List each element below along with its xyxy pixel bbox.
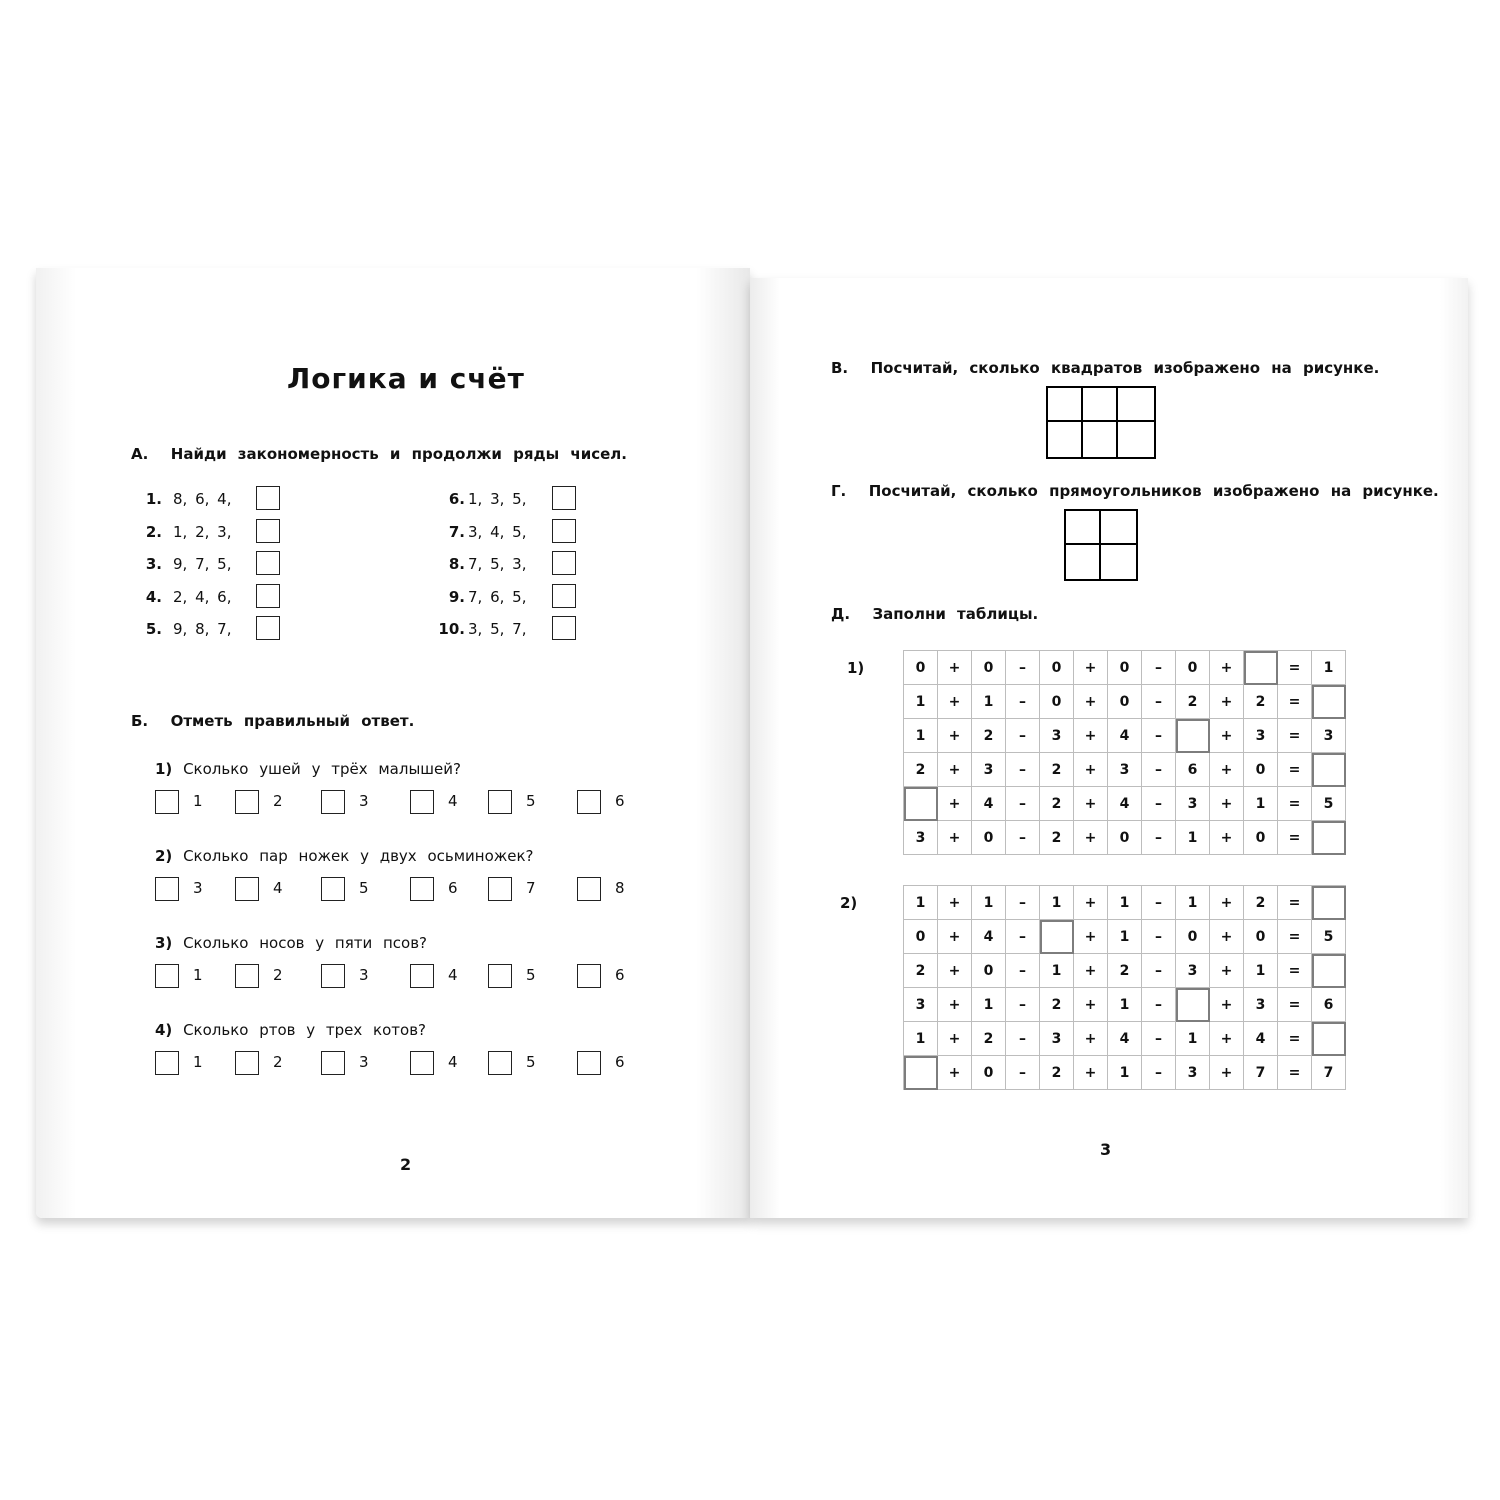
sequence-row-number: 10.	[438, 620, 465, 638]
table-cell: +	[1074, 954, 1108, 988]
table-cell: 1	[904, 719, 938, 753]
table-cell: +	[1074, 1022, 1108, 1056]
section-v-heading	[831, 359, 1379, 377]
table-cell: –	[1006, 787, 1040, 821]
table-cell: 0	[972, 821, 1006, 855]
blank-answer-cell[interactable]	[1312, 753, 1346, 787]
table-cell: 3	[904, 821, 938, 855]
sequence-row-values: 9, 7, 5,	[173, 555, 232, 573]
table-cell: 1	[904, 685, 938, 719]
table-cell: 3	[1312, 719, 1346, 753]
table-cell: =	[1278, 685, 1312, 719]
answer-checkbox[interactable]	[235, 1051, 259, 1075]
answer-option-label: 6	[615, 1053, 625, 1071]
sequence-answer-box[interactable]	[256, 616, 280, 640]
table-cell: 1	[904, 1022, 938, 1056]
answer-checkbox[interactable]	[410, 1051, 434, 1075]
table-cell: 3	[1176, 787, 1210, 821]
answer-option-label: 4	[448, 966, 458, 984]
answer-option-label: 2	[273, 792, 283, 810]
table-cell: =	[1278, 920, 1312, 954]
answer-checkbox[interactable]	[235, 964, 259, 988]
answer-option-label: 1	[193, 792, 203, 810]
table-cell: 2	[1040, 821, 1074, 855]
table-cell: 3	[1244, 719, 1278, 753]
table-row	[904, 954, 1346, 988]
table-row	[904, 651, 1346, 685]
question-4	[155, 1021, 426, 1039]
sequence-answer-box[interactable]	[552, 551, 576, 575]
answer-option-label: 1	[193, 966, 203, 984]
sequence-answer-box[interactable]	[256, 551, 280, 575]
table-cell: 1	[1108, 988, 1142, 1022]
answer-checkbox[interactable]	[577, 1051, 601, 1075]
table-cell: 0	[1244, 821, 1278, 855]
answer-option-label: 5	[526, 1053, 536, 1071]
table-cell: =	[1278, 753, 1312, 787]
equation-table-2	[903, 885, 1346, 1090]
table-cell: 3	[1040, 1022, 1074, 1056]
table-cell: –	[1142, 753, 1176, 787]
table-cell: 3	[1040, 719, 1074, 753]
table-cell: =	[1278, 719, 1312, 753]
answer-checkbox[interactable]	[321, 964, 345, 988]
table-cell: 6	[1312, 988, 1346, 1022]
table-cell: +	[1210, 886, 1244, 920]
table-cell: 1	[1244, 787, 1278, 821]
table-cell: 1	[972, 988, 1006, 1022]
table-cell: 2	[904, 753, 938, 787]
answer-checkbox[interactable]	[155, 1051, 179, 1075]
table-cell: 2	[972, 719, 1006, 753]
sequence-row-number: 1.	[145, 490, 162, 508]
rectangles-figure-frame	[1064, 509, 1138, 581]
table-cell: +	[938, 988, 972, 1022]
table-cell: 1	[1108, 920, 1142, 954]
question-1	[155, 760, 461, 778]
table-cell: 4	[1108, 1022, 1142, 1056]
sequence-row-number: 9.	[448, 587, 465, 606]
table-cell: 4	[972, 787, 1006, 821]
answer-checkbox[interactable]	[235, 877, 259, 901]
table-cell: 3	[1176, 1056, 1210, 1090]
table-cell: –	[1142, 719, 1176, 753]
table-row	[904, 787, 1346, 821]
blank-answer-cell[interactable]	[1312, 954, 1346, 988]
table-cell: 7	[1312, 1056, 1346, 1090]
table-cell: +	[938, 821, 972, 855]
table-cell: 0	[904, 920, 938, 954]
sequence-answer-box[interactable]	[256, 486, 280, 510]
table-cell: 1	[972, 685, 1006, 719]
table-cell: 7	[1244, 1056, 1278, 1090]
page-number-left: 2	[400, 1155, 412, 1174]
table-cell: =	[1278, 954, 1312, 988]
answer-checkbox[interactable]	[155, 790, 179, 814]
table-cell: 1	[1176, 1022, 1210, 1056]
table-cell: 5	[1312, 920, 1346, 954]
table-cell: 4	[1244, 1022, 1278, 1056]
table-cell: 1	[904, 886, 938, 920]
sequence-row-number: 7.	[448, 522, 465, 541]
blank-answer-cell[interactable]	[904, 1056, 938, 1090]
table-cell: +	[1074, 988, 1108, 1022]
table-cell: –	[1142, 787, 1176, 821]
table-cell: –	[1006, 1022, 1040, 1056]
table-1-number: 1)	[847, 659, 865, 677]
table-cell: +	[1074, 685, 1108, 719]
section-g-heading	[831, 482, 1439, 500]
table-cell: –	[1142, 685, 1176, 719]
table-row	[904, 988, 1346, 1022]
table-cell: 4	[1108, 719, 1142, 753]
answer-checkbox[interactable]	[410, 790, 434, 814]
table-cell: +	[1210, 1022, 1244, 1056]
section-b-text: Отметь правильный ответ.	[170, 712, 415, 730]
table-row	[904, 685, 1346, 719]
blank-answer-cell[interactable]	[1312, 821, 1346, 855]
table-cell: –	[1006, 651, 1040, 685]
table-cell: 0	[1108, 651, 1142, 685]
answer-checkbox[interactable]	[577, 790, 601, 814]
table-cell: 0	[1244, 753, 1278, 787]
sequence-row-values: 9, 8, 7,	[173, 620, 232, 638]
table-cell: +	[1210, 719, 1244, 753]
sequence-row-number: 3.	[145, 555, 162, 573]
blank-answer-cell[interactable]	[1312, 886, 1346, 920]
question-3	[155, 934, 427, 952]
table-cell: +	[938, 787, 972, 821]
table-cell: 2	[1176, 685, 1210, 719]
section-a-heading	[131, 445, 627, 463]
table-cell: 3	[1244, 988, 1278, 1022]
table-cell: =	[1278, 821, 1312, 855]
squares-figure-frame	[1046, 386, 1156, 459]
answer-option-label: 3	[359, 792, 369, 810]
table-cell: 2	[1244, 886, 1278, 920]
question-number: 3)	[155, 934, 173, 952]
blank-answer-cell[interactable]	[1244, 651, 1278, 685]
table-cell: 2	[1244, 685, 1278, 719]
table-cell: +	[938, 719, 972, 753]
table-cell: 5	[1312, 787, 1346, 821]
answer-checkbox[interactable]	[235, 790, 259, 814]
answer-option-label: 6	[448, 879, 458, 897]
equation-table-1	[903, 650, 1346, 855]
sequence-row-values: 1, 2, 3,	[173, 522, 232, 541]
table-cell: +	[1074, 1056, 1108, 1090]
blank-answer-cell[interactable]	[1312, 1022, 1346, 1056]
table-cell: –	[1142, 988, 1176, 1022]
table-cell: =	[1278, 886, 1312, 920]
table-cell: +	[1074, 821, 1108, 855]
table-cell: –	[1142, 651, 1176, 685]
table-cell: –	[1006, 685, 1040, 719]
table-cell: 1	[1312, 651, 1346, 685]
section-b-heading	[131, 712, 414, 730]
answer-option-label: 6	[615, 966, 625, 984]
table-cell: 1	[1108, 1056, 1142, 1090]
table-row	[904, 753, 1346, 787]
answer-checkbox[interactable]	[488, 790, 512, 814]
section-a-label: А.	[131, 445, 149, 463]
sequence-answer-box[interactable]	[552, 486, 576, 510]
table-cell: +	[1074, 753, 1108, 787]
blank-answer-cell[interactable]	[1040, 920, 1074, 954]
answer-option-label: 2	[273, 1053, 283, 1071]
sequence-row-values: 3, 4, 5,	[468, 522, 527, 541]
table-cell: +	[1074, 920, 1108, 954]
table-cell: +	[1210, 787, 1244, 821]
table-cell: –	[1006, 886, 1040, 920]
table-cell: 1	[972, 886, 1006, 920]
table-row	[904, 821, 1346, 855]
table-cell: –	[1006, 719, 1040, 753]
sequence-row-number: 2.	[145, 522, 162, 541]
rectangles-figure-line	[1064, 543, 1136, 545]
blank-answer-cell[interactable]	[904, 787, 938, 821]
section-g-text: Посчитай, сколько прямоугольников изображено на рисунке.	[868, 482, 1439, 500]
question-number: 2)	[155, 847, 173, 865]
answer-option-label: 2	[273, 966, 283, 984]
table-cell: +	[1210, 920, 1244, 954]
sequence-answer-box[interactable]	[552, 616, 576, 640]
sequence-row-number: 6.	[448, 490, 465, 508]
table-cell: 0	[1244, 920, 1278, 954]
table-cell: 2	[972, 1022, 1006, 1056]
sequence-answer-box[interactable]	[552, 584, 576, 608]
table-cell: 0	[1040, 651, 1074, 685]
table-cell: –	[1142, 1022, 1176, 1056]
table-cell: 0	[1176, 651, 1210, 685]
table-cell: 2	[1040, 1056, 1074, 1090]
answer-option-label: 4	[448, 792, 458, 810]
section-d-heading	[831, 605, 1038, 623]
table-cell: –	[1142, 886, 1176, 920]
answer-option-label: 3	[193, 879, 203, 897]
section-v-label: В.	[831, 359, 849, 377]
table-cell: 1	[1176, 886, 1210, 920]
left-page	[36, 268, 750, 1218]
sequence-row-values: 1, 3, 5,	[468, 490, 527, 508]
answer-option-label: 7	[526, 879, 536, 897]
table-cell: +	[1210, 1056, 1244, 1090]
table-row	[904, 886, 1346, 920]
question-number: 1)	[155, 760, 173, 778]
table-cell: 1	[1244, 954, 1278, 988]
table-cell: 0	[904, 651, 938, 685]
table-cell: +	[1074, 886, 1108, 920]
table-cell: 2	[1040, 988, 1074, 1022]
blank-answer-cell[interactable]	[1176, 719, 1210, 753]
question-text: Сколько пар ножек у двух осьминожек?	[183, 847, 534, 865]
table-cell: –	[1006, 920, 1040, 954]
table-cell: +	[938, 1056, 972, 1090]
table-cell: 0	[1108, 685, 1142, 719]
table-cell: +	[1210, 821, 1244, 855]
answer-option-label: 3	[359, 966, 369, 984]
sequence-answer-box[interactable]	[256, 519, 280, 543]
question-2	[155, 847, 534, 865]
page-number-right: 3	[1100, 1140, 1112, 1159]
answer-checkbox[interactable]	[155, 877, 179, 901]
answer-checkbox[interactable]	[155, 964, 179, 988]
table-row	[904, 920, 1346, 954]
blank-answer-cell[interactable]	[1176, 988, 1210, 1022]
question-text: Сколько ушей у трёх малышей?	[183, 760, 461, 778]
answer-option-label: 1	[193, 1053, 203, 1071]
table-cell: =	[1278, 787, 1312, 821]
table-cell: 0	[972, 651, 1006, 685]
answer-checkbox[interactable]	[488, 964, 512, 988]
table-cell: 3	[904, 988, 938, 1022]
table-cell: +	[938, 954, 972, 988]
table-cell: –	[1006, 1056, 1040, 1090]
answer-checkbox[interactable]	[577, 964, 601, 988]
answer-checkbox[interactable]	[321, 790, 345, 814]
table-row	[904, 719, 1346, 753]
table-cell: +	[938, 753, 972, 787]
table-cell: +	[1210, 753, 1244, 787]
table-row	[904, 1022, 1346, 1056]
table-cell: 3	[972, 753, 1006, 787]
answer-option-label: 5	[359, 879, 369, 897]
table-cell: 0	[972, 1056, 1006, 1090]
section-d-text: Заполни таблицы.	[872, 605, 1039, 623]
question-text: Сколько носов у пяти псов?	[183, 934, 428, 952]
table-cell: 4	[972, 920, 1006, 954]
table-cell: +	[1210, 685, 1244, 719]
question-text: Сколько ртов у трех котов?	[183, 1021, 426, 1039]
table-cell: 2	[904, 954, 938, 988]
sequence-answer-box[interactable]	[552, 519, 576, 543]
table-row	[904, 1056, 1346, 1090]
answer-option-label: 4	[448, 1053, 458, 1071]
table-cell: 1	[1040, 954, 1074, 988]
sequence-answer-box[interactable]	[256, 584, 280, 608]
page-title: Логика и счёт	[287, 362, 525, 395]
table-cell: +	[1074, 787, 1108, 821]
answer-option-label: 6	[615, 792, 625, 810]
answer-checkbox[interactable]	[577, 877, 601, 901]
table-cell: 3	[1176, 954, 1210, 988]
table-cell: 0	[1040, 685, 1074, 719]
table-cell: –	[1006, 954, 1040, 988]
table-cell: –	[1142, 920, 1176, 954]
table-cell: –	[1006, 821, 1040, 855]
answer-option-label: 5	[526, 792, 536, 810]
table-cell: 3	[1108, 753, 1142, 787]
table-cell: +	[938, 1022, 972, 1056]
table-cell: 0	[1176, 920, 1210, 954]
table-cell: =	[1278, 988, 1312, 1022]
table-cell: +	[938, 886, 972, 920]
answer-option-label: 3	[359, 1053, 369, 1071]
sequence-row-values: 2, 4, 6,	[173, 587, 232, 606]
table-cell: 2	[1108, 954, 1142, 988]
sequence-row-number: 8.	[448, 555, 465, 573]
table-cell: +	[1074, 719, 1108, 753]
sequence-row-values: 7, 5, 3,	[468, 555, 527, 573]
section-b-label: Б.	[131, 712, 149, 730]
table-cell: +	[938, 651, 972, 685]
answer-option-label: 5	[526, 966, 536, 984]
answer-option-label: 8	[615, 879, 625, 897]
table-cell: 2	[1040, 787, 1074, 821]
table-cell: +	[938, 920, 972, 954]
answer-checkbox[interactable]	[321, 1051, 345, 1075]
table-cell: +	[1210, 954, 1244, 988]
table-cell: 1	[1108, 886, 1142, 920]
section-a-text: Найди закономерность и продолжи ряды чисел.	[170, 445, 627, 463]
sequence-row-number: 5.	[145, 620, 162, 638]
answer-checkbox[interactable]	[488, 1051, 512, 1075]
section-g-label: Г.	[831, 482, 847, 500]
table-cell: –	[1006, 988, 1040, 1022]
table-cell: –	[1142, 954, 1176, 988]
table-cell: 4	[1108, 787, 1142, 821]
sequence-row-number: 4.	[145, 587, 162, 606]
section-d-label: Д.	[831, 605, 851, 623]
blank-answer-cell[interactable]	[1312, 685, 1346, 719]
table-cell: –	[1006, 753, 1040, 787]
section-v-text: Посчитай, сколько квадратов изображено на рисунке.	[870, 359, 1380, 377]
answer-checkbox[interactable]	[488, 877, 512, 901]
table-cell: 2	[1040, 753, 1074, 787]
table-cell: 0	[1108, 821, 1142, 855]
table-2-number: 2)	[840, 894, 858, 912]
sequence-row-values: 3, 5, 7,	[468, 620, 527, 638]
table-cell: –	[1142, 821, 1176, 855]
table-cell: 0	[972, 954, 1006, 988]
table-cell: 1	[1040, 886, 1074, 920]
table-cell: =	[1278, 1056, 1312, 1090]
answer-option-label: 4	[273, 879, 283, 897]
squares-figure-line	[1046, 420, 1154, 422]
table-cell: =	[1278, 1022, 1312, 1056]
table-cell: +	[938, 685, 972, 719]
table-cell: +	[1210, 651, 1244, 685]
answer-checkbox[interactable]	[410, 877, 434, 901]
table-cell: +	[1210, 988, 1244, 1022]
sequence-row-values: 7, 6, 5,	[468, 587, 527, 606]
answer-checkbox[interactable]	[321, 877, 345, 901]
table-cell: =	[1278, 651, 1312, 685]
sequence-row-values: 8, 6, 4,	[173, 490, 232, 508]
table-cell: 1	[1176, 821, 1210, 855]
table-cell: +	[1074, 651, 1108, 685]
table-cell: –	[1142, 1056, 1176, 1090]
question-number: 4)	[155, 1021, 173, 1039]
table-cell: 6	[1176, 753, 1210, 787]
answer-checkbox[interactable]	[410, 964, 434, 988]
